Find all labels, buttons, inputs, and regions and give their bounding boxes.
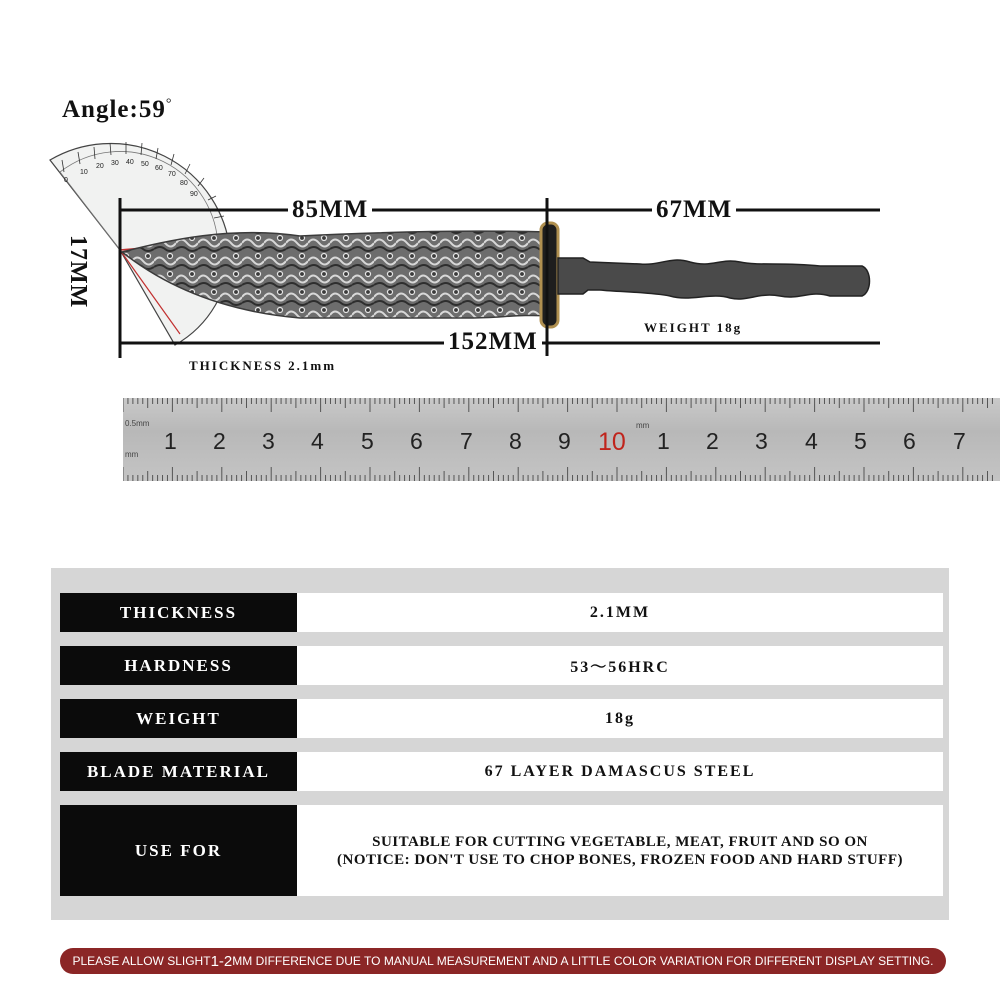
spec-value-weight: 18g [297, 699, 943, 738]
ruler-number: 2 [706, 428, 719, 454]
use-for-line-1: SUITABLE FOR CUTTING VEGETABLE, MEAT, FRUIT AND SO ON [372, 833, 868, 850]
spec-value-blade-material: 67 LAYER DAMASCUS STEEL [297, 752, 943, 791]
svg-text:50: 50 [141, 161, 149, 168]
total-length-label: 152MM [444, 329, 542, 355]
ruler-number: 1 [657, 428, 670, 454]
blade-length-label: 85MM [288, 197, 372, 223]
use-for-line-2: (NOTICE: DON'T USE TO CHOP BONES, FROZEN FOOD AND HARD STUFF) [337, 851, 903, 868]
ruler-number: 4 [311, 428, 324, 454]
ruler-number: 4 [805, 428, 818, 454]
tang-length-label: 67MM [652, 197, 736, 223]
svg-text:40: 40 [126, 159, 134, 166]
tang [558, 258, 870, 299]
svg-text:10: 10 [80, 169, 88, 176]
svg-text:90: 90 [190, 191, 198, 198]
ruler-unit-half-mm: 0.5mm [125, 419, 150, 428]
thickness-note: THICKNESS 2.1mm [189, 358, 337, 373]
svg-text:0: 0 [64, 177, 68, 184]
notice-highlight: 1-2 [210, 952, 233, 970]
ruler-number: 2 [213, 428, 226, 454]
ruler-unit-mm: mm [125, 450, 139, 459]
notice-text-1: PLEASE ALLOW SLIGHT [72, 954, 211, 968]
ruler-number: 7 [953, 428, 966, 454]
ruler-number: 3 [262, 428, 275, 454]
ruler-number: 8 [509, 428, 522, 454]
ruler-number: 9 [558, 428, 571, 454]
ruler-number: 1 [164, 428, 177, 454]
ruler-number: 3 [755, 428, 768, 454]
ruler-number: 7 [460, 428, 473, 454]
weight-note: WEIGHT 18g [644, 320, 743, 335]
spec-label-thickness: THICKNESS [60, 593, 297, 632]
spec-value-thickness: 2.1MM [297, 593, 943, 632]
notice-text-2: MM DIFFERENCE DUE TO MANUAL MEASUREMENT AND A LITTLE COLOR VARIATION FOR DIFFERENT DISPLAY SETTING. [232, 954, 934, 968]
spec-label-hardness: HARDNESS [60, 646, 297, 685]
svg-text:60: 60 [155, 165, 163, 172]
svg-text:30: 30 [111, 160, 119, 167]
svg-text:80: 80 [180, 180, 188, 187]
spec-label-use-for: USE FOR [60, 805, 297, 896]
ruler-number: 6 [903, 428, 916, 454]
spec-value-use-for [297, 805, 943, 896]
spec-label-blade-material: BLADE MATERIAL [60, 752, 297, 791]
notice-banner [60, 948, 946, 974]
svg-text:70: 70 [168, 171, 176, 178]
guard [541, 223, 558, 327]
svg-text:20: 20 [96, 163, 104, 170]
blade-height-label: 17MM [65, 231, 91, 312]
angle-label: Angle:59° [62, 96, 173, 123]
ruler-unit-mm-mid: mm [636, 421, 650, 430]
ruler-number-ten: 10 [598, 428, 626, 456]
spec-value-hardness: 53～56HRC [297, 646, 943, 685]
ruler-number: 6 [410, 428, 423, 454]
ruler-number: 5 [854, 428, 867, 454]
ruler-number: 5 [361, 428, 374, 454]
spec-label-weight: WEIGHT [60, 699, 297, 738]
